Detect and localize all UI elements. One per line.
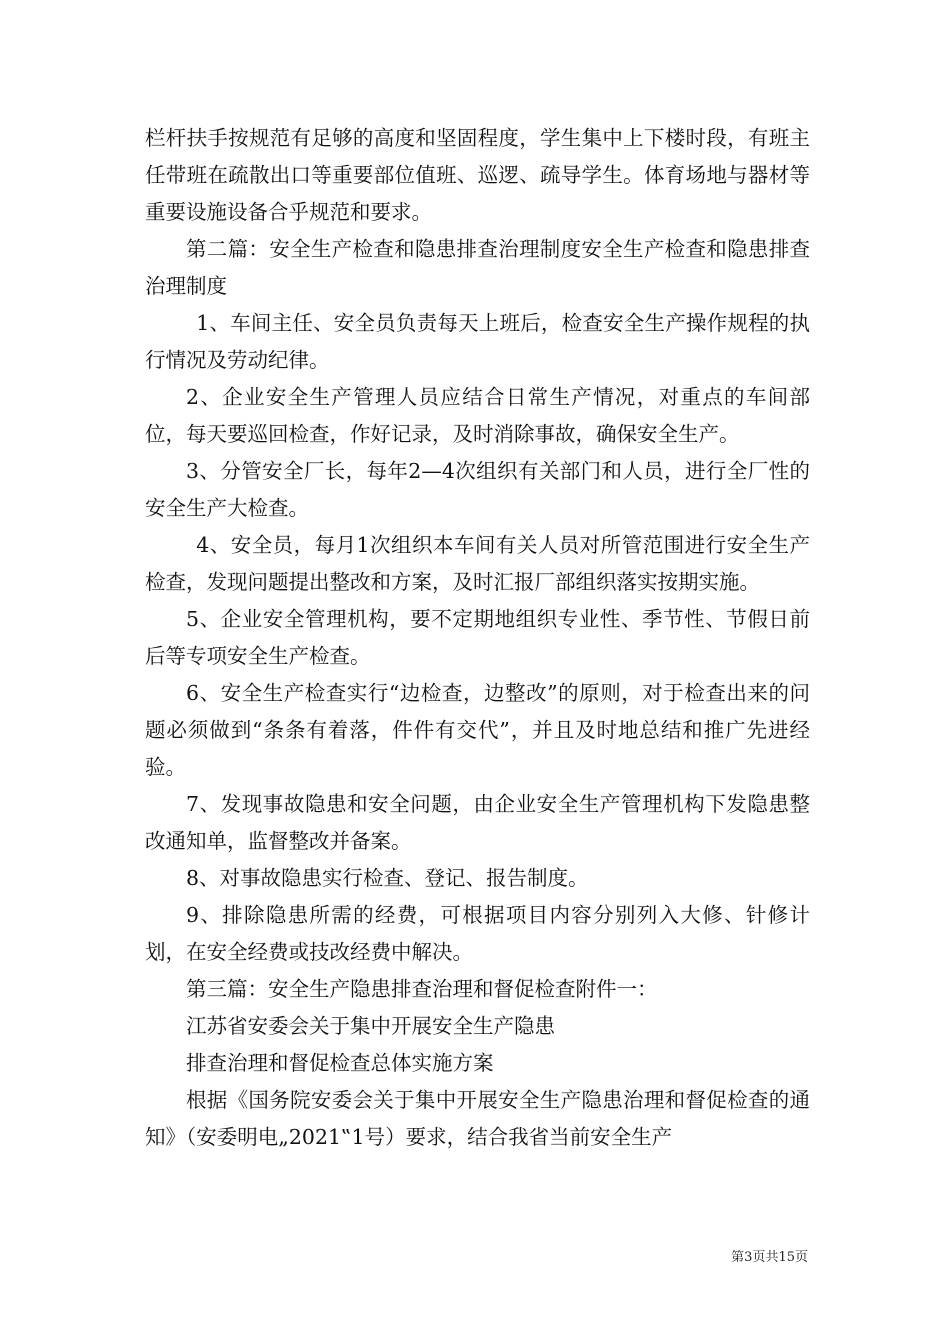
paragraph-plan-intro: 根据《国务院安委会关于集中开展安全生产隐患治理和督促检查的通知》（安委明电„2021‟1号）要求，结合我省当前安全生产 [145, 1088, 810, 1149]
paragraph-item-6: 6、安全生产检查实行“边检查，边整改”的原则，对于检查出来的问题必须做到“条条有着落，件件有交代”，并且及时地总结和推广先进经验。 [145, 681, 810, 779]
paragraph-item-1: 1、车间主任、安全员负责每天上班后，检查安全生产操作规程的执行情况及劳动纪律。 [145, 311, 810, 372]
paragraph-intro-continuation: 栏杆扶手按规范有足够的高度和坚固程度，学生集中上下楼时段，有班主任带班在疏散出口等重要部位值班、巡逻、疏导学生。体育场地与器材等重要设施设备合乎规范和要求。 [145, 126, 810, 224]
paragraph-item-3: 3、分管安全厂长，每年2—4次组织有关部门和人员，进行全厂性的安全生产大检查。 [145, 459, 810, 520]
paragraph-item-7: 7、发现事故隐患和安全问题，由企业安全生产管理机构下发隐患整改通知单，监督整改并备案。 [145, 792, 810, 853]
paragraph-section-two-title: 第二篇：安全生产检查和隐患排查治理制度安全生产检查和隐患排查治理制度 [145, 237, 810, 298]
paragraph-item-5: 5、企业安全管理机构，要不定期地组织专业性、季节性、节假日前后等专项安全生产检查。 [145, 607, 810, 668]
document-body [145, 120, 810, 1156]
paragraph-plan-title-line-1: 江苏省安委会关于集中开展安全生产隐患 [186, 1014, 555, 1038]
paragraph-item-9: 9、排除隐患所需的经费，可根据项目内容分别列入大修、针修计划，在安全经费或技改经费中解决。 [145, 903, 810, 964]
paragraph-item-4: 4、安全员，每月1次组织本车间有关人员对所管范围进行安全生产检查，发现问题提出整改和方案，及时汇报厂部组织落实按期实施。 [145, 533, 810, 594]
paragraph-plan-title-line-2: 排查治理和督促检查总体实施方案 [186, 1051, 494, 1075]
page-number-footer: 第3页共15页 [731, 1250, 808, 1265]
paragraph-section-three-title: 第三篇：安全生产隐患排查治理和督促检查附件一： [186, 977, 658, 1001]
paragraph-item-2: 2、企业安全生产管理人员应结合日常生产情况，对重点的车间部位，每天要巡回检查，作好记录，及时消除事故，确保安全生产。 [145, 385, 810, 446]
paragraph-item-8: 8、对事故隐患实行检查、登记、报告制度。 [186, 866, 589, 890]
